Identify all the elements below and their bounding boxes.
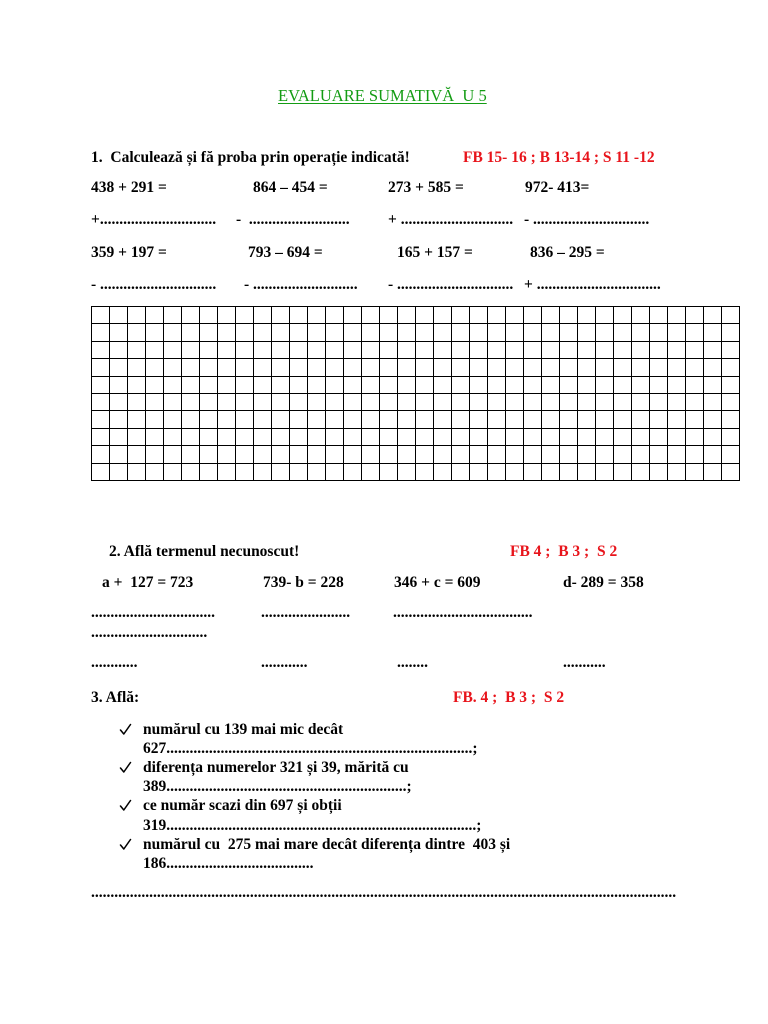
expression: 836 – 295 = xyxy=(530,244,605,261)
proof-line: + ............................. xyxy=(388,211,514,228)
answer-line: ............ xyxy=(261,654,308,671)
expression: 793 – 694 = xyxy=(248,244,323,261)
final-answer-line: ....................................................................................................................................................... xyxy=(91,884,677,901)
expression: 273 + 585 = xyxy=(388,179,464,196)
checkmark-icon xyxy=(119,799,132,812)
checkmark-icon xyxy=(119,723,132,736)
proof-line: +.............................. xyxy=(91,211,217,228)
answer-grid xyxy=(91,306,741,482)
exercise1-scoring: FB 15- 16 ; B 13-14 ; S 11 -12 xyxy=(463,149,655,166)
answer-line: 319................................................................................; xyxy=(143,817,482,834)
exercise1-heading: 1. Calculează și fă proba prin operație indicată! xyxy=(91,149,410,166)
exercise2-scoring: FB 4 ; B 3 ; S 2 xyxy=(510,543,618,560)
equation: 346 + c = 609 xyxy=(394,574,481,591)
answer-line: ........ xyxy=(397,654,428,671)
answer-line: ....................... xyxy=(261,604,351,621)
answer-line: 186...................................... xyxy=(143,855,314,872)
answer-line: .................................... xyxy=(393,604,533,621)
answer-line: ............ xyxy=(91,654,138,671)
answer-line: ................................ xyxy=(91,604,215,621)
proof-line: - .............................. xyxy=(91,276,217,293)
list-item-text: numărul cu 139 mai mic decât xyxy=(143,721,344,738)
equation: d- 289 = 358 xyxy=(563,574,644,591)
proof-line: - .............................. xyxy=(388,276,514,293)
answer-line: 627...............................................................................; xyxy=(143,740,478,757)
page-title: EVALUARE SUMATIVĂ U 5 xyxy=(278,86,487,105)
proof-line: - .............................. xyxy=(524,211,650,228)
proof-line: - .......................... xyxy=(236,211,350,228)
checkmark-icon xyxy=(119,761,132,774)
exercise3-heading: 3. Află: xyxy=(91,689,140,706)
exercise3-scoring: FB. 4 ; B 3 ; S 2 xyxy=(453,689,565,706)
equation: 739- b = 228 xyxy=(263,574,344,591)
expression: 864 – 454 = xyxy=(253,179,328,196)
equation: a + 127 = 723 xyxy=(102,574,194,591)
list-item-text: ce număr scazi din 697 și obții xyxy=(143,797,342,814)
proof-line: - ........................... xyxy=(244,276,358,293)
answer-line: .............................. xyxy=(91,624,208,641)
answer-line: ........... xyxy=(563,654,606,671)
checkmark-icon xyxy=(119,838,132,851)
proof-line: + ................................ xyxy=(524,276,661,293)
answer-line: 389..............................................................; xyxy=(143,778,412,795)
list-item-text: diferența numerelor 321 și 39, mărită cu xyxy=(143,759,409,776)
expression: 438 + 291 = xyxy=(91,179,167,196)
list-item-text: numărul cu 275 mai mare decât diferența dintre 403 și xyxy=(143,836,511,853)
expression: 165 + 157 = xyxy=(397,244,473,261)
expression: 359 + 197 = xyxy=(91,244,167,261)
exercise2-heading: 2. Află termenul necunoscut! xyxy=(109,543,300,560)
expression: 972- 413= xyxy=(525,179,590,196)
